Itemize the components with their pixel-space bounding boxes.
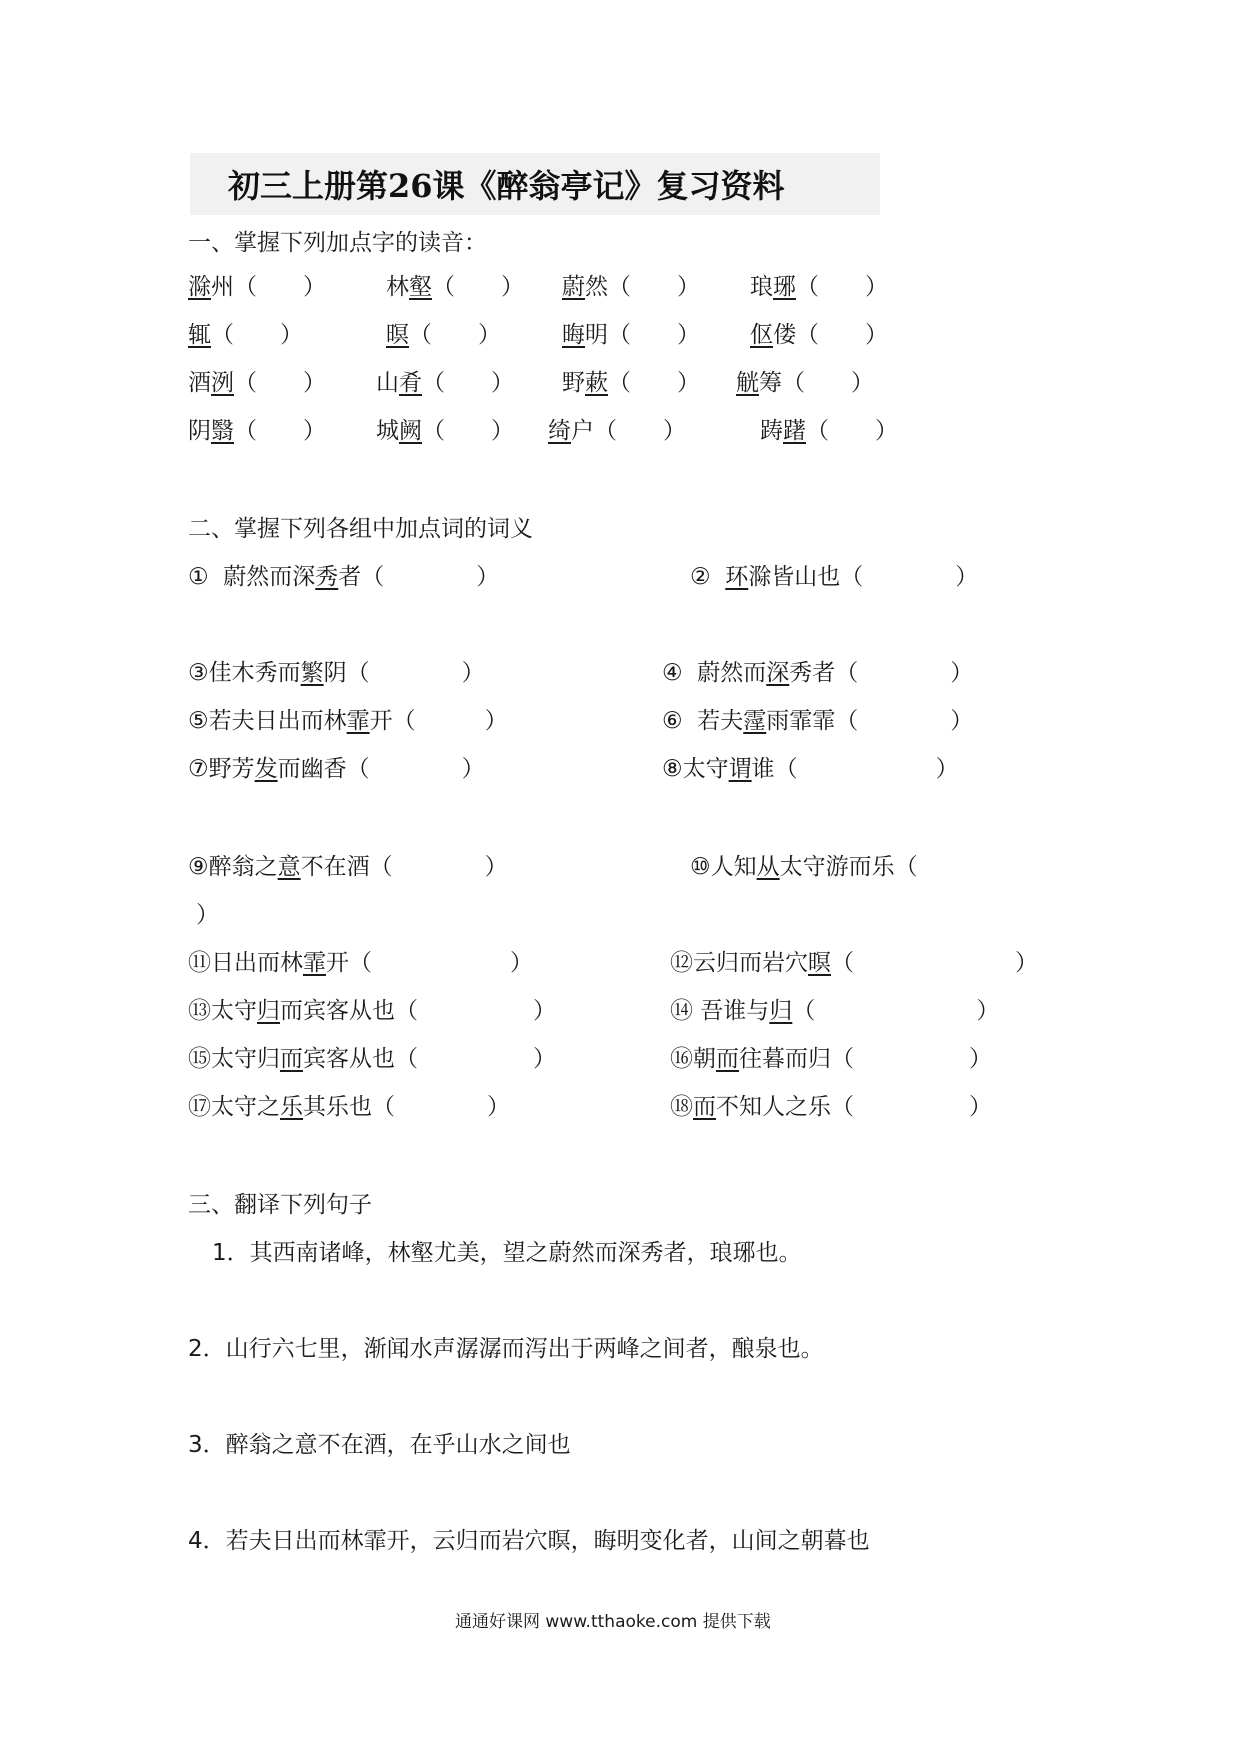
pinyin-item: 暝（ ） bbox=[386, 322, 501, 348]
translation-sentence: 2．山行六七里，渐闻水声潺潺而泻出于两峰之间者，酿泉也。 bbox=[188, 1336, 824, 1362]
meaning-item: ⑨醉翁之意不在酒（ ） bbox=[188, 854, 508, 880]
meaning-item: ⑱而不知人之乐（ ） bbox=[670, 1094, 992, 1120]
pinyin-item: 酒洌（ ） bbox=[188, 370, 326, 396]
meaning-item: ⑭ 吾谁与归（ ） bbox=[670, 998, 1000, 1024]
pinyin-item: 林壑（ ） bbox=[386, 274, 524, 300]
translation-sentence: 4．若夫日出而林霏开，云归而岩穴暝，晦明变化者，山间之朝暮也 bbox=[188, 1528, 870, 1554]
pinyin-item: 蔚然（ ） bbox=[562, 274, 700, 300]
pinyin-item: 野蔌（ ） bbox=[562, 370, 700, 396]
meaning-item: ⑪日出而林霏开（ ） bbox=[188, 950, 533, 976]
pinyin-item: 山肴（ ） bbox=[376, 370, 514, 396]
meaning-item: ③佳木秀而繁阴（ ） bbox=[188, 660, 485, 686]
meaning-item: ⑤若夫日出而林霏开（ ） bbox=[188, 708, 508, 734]
meaning-item: ⑥ 若夫霪雨霏霏（ ） bbox=[662, 708, 974, 734]
translation-sentence: 1．其西南诸峰，林壑尤美，望之蔚然而深秀者，琅琊也。 bbox=[212, 1240, 802, 1266]
meaning-item: ⑧太守谓谁（ ） bbox=[662, 756, 959, 782]
page-title: 初三上册第26课《醉翁亭记》复习资料 bbox=[228, 167, 785, 205]
pinyin-item: 晦明（ ） bbox=[562, 322, 700, 348]
pinyin-item: 辄（ ） bbox=[188, 322, 303, 348]
footer-credit: 通通好课网 www.tthaoke.com 提供下载 bbox=[455, 1612, 771, 1632]
pinyin-item: 城阙（ ） bbox=[376, 418, 514, 444]
meaning-item: ⑯朝而往暮而归（ ） bbox=[670, 1046, 992, 1072]
pinyin-item: 踌躇（ ） bbox=[760, 418, 898, 444]
meaning-item-continuation: ） bbox=[196, 902, 219, 928]
section-3-heading: 三、翻译下列句子 bbox=[188, 1192, 372, 1218]
meaning-item: ⑮太守归而宾客从也（ ） bbox=[188, 1046, 556, 1072]
section-2-heading: 二、掌握下列各组中加点词的词义 bbox=[188, 516, 533, 542]
pinyin-item: 琅琊（ ） bbox=[750, 274, 888, 300]
meaning-item: ⑫云归而岩穴暝（ ） bbox=[670, 950, 1038, 976]
meaning-item: ② 环滁皆山也（ ） bbox=[690, 564, 979, 590]
pinyin-item: 滁州（ ） bbox=[188, 274, 326, 300]
translation-sentence: 3．醉翁之意不在酒，在乎山水之间也 bbox=[188, 1432, 571, 1458]
pinyin-item: 觥筹（ ） bbox=[736, 370, 874, 396]
section-1-heading: 一、掌握下列加点字的读音： bbox=[188, 230, 487, 256]
meaning-item: ⑬太守归而宾客从也（ ） bbox=[188, 998, 556, 1024]
meaning-item: ④ 蔚然而深秀者（ ） bbox=[662, 660, 974, 686]
pinyin-item: 阴翳（ ） bbox=[188, 418, 326, 444]
pinyin-item: 伛偻（ ） bbox=[750, 322, 888, 348]
meaning-item: ⑰太守之乐其乐也（ ） bbox=[188, 1094, 510, 1120]
pinyin-item: 绮户（ ） bbox=[548, 418, 686, 444]
meaning-item: ⑦野芳发而幽香（ ） bbox=[188, 756, 485, 782]
meaning-item: ⑩人知从太守游而乐（ bbox=[690, 854, 918, 880]
meaning-item: ① 蔚然而深秀者（ ） bbox=[188, 564, 500, 590]
